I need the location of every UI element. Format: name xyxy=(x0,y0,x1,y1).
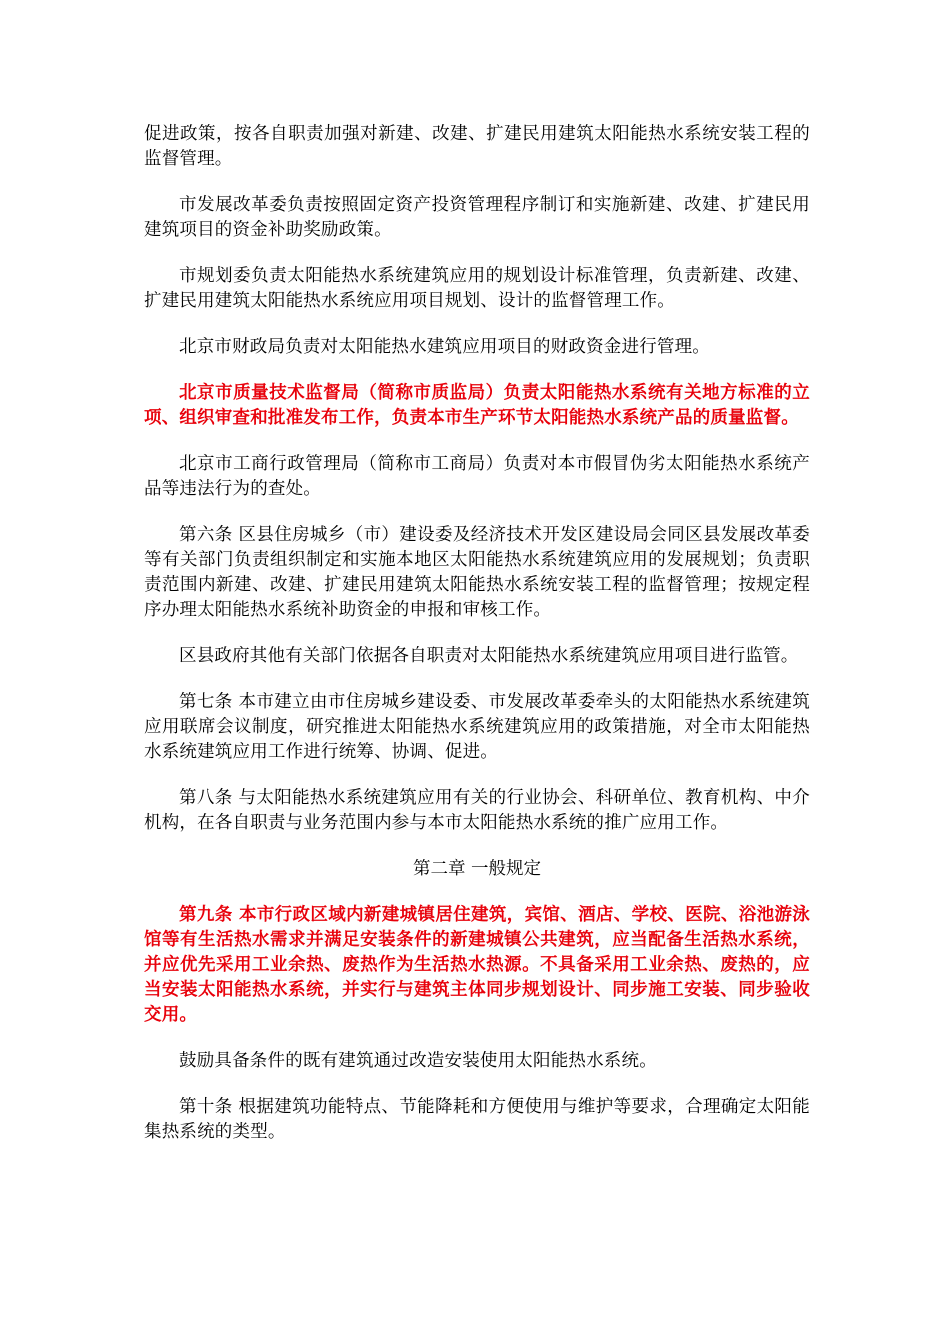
paragraph-industry-commerce: 北京市工商行政管理局（简称市工商局）负责对本市假冒伪劣太阳能热水系统产品等违法行为的查处。 xyxy=(144,454,810,499)
document-page xyxy=(144,122,810,1166)
chapter-heading: 第二章 一般规定 xyxy=(412,859,542,879)
paragraph-planning-commission: 市规划委负责太阳能热水系统建筑应用的规划设计标准管理，负责新建、改建、扩建民用建筑太阳能热水系统应用项目规划、设计的监督管理工作。 xyxy=(144,266,810,311)
paragraph-finance-bureau: 北京市财政局负责对太阳能热水建筑应用项目的财政资金进行管理。 xyxy=(179,337,710,357)
article-10: 第十条 根据建筑功能特点、节能降耗和方便使用与维护等要求，合理确定太阳能集热系统的类型。 xyxy=(144,1097,810,1142)
article-9-highlighted: 第九条 本市行政区域内新建城镇居住建筑，宾馆、酒店、学校、医院、浴池游泳馆等有生活热水需求并满足安装条件的新建城镇公共建筑，应当配备生活热水系统，并应优先采用工业余热、废热作为生活热水热源。不具备采用工业余热、废热的，应当安装太阳能热水系统，并实行与建筑主体同步规划设计、同步施工安装、同步验收交用。 xyxy=(144,905,810,1025)
paragraph-continuation: 促进政策，按各自职责加强对新建、改建、扩建民用建筑太阳能热水系统安装工程的监督管理。 xyxy=(144,124,810,169)
article-8: 第八条 与太阳能热水系统建筑应用有关的行业协会、科研单位、教育机构、中介机构，在各自职责与业务范围内参与本市太阳能热水系统的推广应用工作。 xyxy=(144,788,810,833)
paragraph-development-reform: 市发展改革委负责按照固定资产投资管理程序制订和实施新建、改建、扩建民用建筑项目的资金补助奖励政策。 xyxy=(144,195,810,240)
paragraph-district-government: 区县政府其他有关部门依据各自职责对太阳能热水系统建筑应用项目进行监管。 xyxy=(179,646,799,666)
article-6: 第六条 区县住房城乡（市）建设委及经济技术开发区建设局会同区县发展改革委等有关部门负责组织制定和实施本地区太阳能热水系统建筑应用的发展规划；负责职责范围内新建、改建、扩建民用建筑太阳能热水系统安装工程的监督管理；按规定程序办理太阳能热水系统补助资金的申报和审核工作。 xyxy=(144,525,810,620)
paragraph-quality-supervision-highlighted: 北京市质量技术监督局（简称市质监局）负责太阳能热水系统有关地方标准的立项、组织审查和批准发布工作，负责本市生产环节太阳能热水系统产品的质量监督。 xyxy=(144,383,810,428)
paragraph-existing-buildings: 鼓励具备条件的既有建筑通过改造安装使用太阳能热水系统。 xyxy=(179,1051,657,1071)
article-7: 第七条 本市建立由市住房城乡建设委、市发展改革委牵头的太阳能热水系统建筑应用联席会议制度，研究推进太阳能热水系统建筑应用的政策措施，对全市太阳能热水系统建筑应用工作进行统筹、协调、促进。 xyxy=(144,692,810,762)
